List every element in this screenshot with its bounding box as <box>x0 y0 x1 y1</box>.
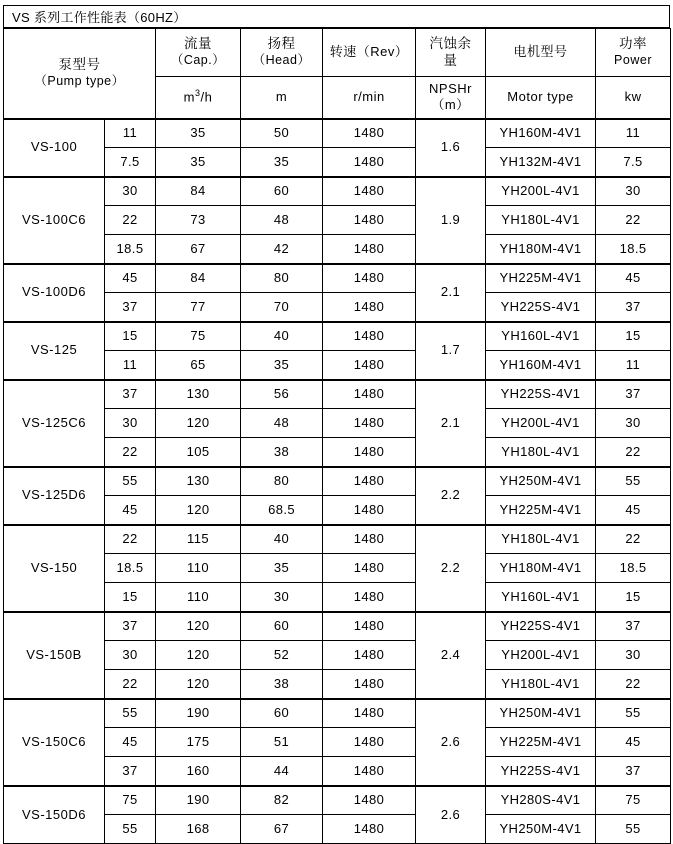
cell-head: 38 <box>241 670 323 699</box>
cell-npshr: 2.2 <box>416 467 486 525</box>
cell-capacity: 190 <box>156 699 241 728</box>
unit-npshr-line2: （m） <box>431 97 470 113</box>
cell-speed: 1480 <box>323 206 416 235</box>
cell-head: 50 <box>241 119 323 148</box>
cell-power: 30 <box>596 177 671 206</box>
cell-head: 42 <box>241 235 323 264</box>
unit-npshr <box>416 77 486 119</box>
cell-npshr: 2.1 <box>416 380 486 467</box>
table-row <box>4 554 671 583</box>
unit-speed: r/min <box>323 77 416 119</box>
cell-speed: 1480 <box>323 496 416 525</box>
cell-capacity: 67 <box>156 235 241 264</box>
cell-motor-type: YH225S-4V1 <box>486 380 596 409</box>
cell-pump-type: VS-100 <box>4 119 105 177</box>
cell-motor-type: YH225S-4V1 <box>486 293 596 322</box>
cell-speed: 1480 <box>323 438 416 467</box>
table-row <box>4 641 671 670</box>
cell-motor-type: YH200L-4V1 <box>486 177 596 206</box>
cell-power-sub: 22 <box>105 670 156 699</box>
unit-head: m <box>241 77 323 119</box>
cell-head: 51 <box>241 728 323 757</box>
cell-speed: 1480 <box>323 119 416 148</box>
cell-power-sub: 45 <box>105 264 156 293</box>
table-row <box>4 496 671 525</box>
cell-capacity: 35 <box>156 148 241 177</box>
cell-motor-type: YH160M-4V1 <box>486 351 596 380</box>
cell-power: 22 <box>596 670 671 699</box>
cell-head: 38 <box>241 438 323 467</box>
cell-head: 44 <box>241 757 323 786</box>
cell-speed: 1480 <box>323 641 416 670</box>
cell-power: 15 <box>596 583 671 612</box>
cell-power: 15 <box>596 322 671 351</box>
cell-power-sub: 30 <box>105 409 156 438</box>
header-head-en: （Head） <box>252 53 311 68</box>
cell-head: 68.5 <box>241 496 323 525</box>
page-title: VS 系列工作性能表（60HZ） <box>12 10 187 25</box>
cell-power: 37 <box>596 293 671 322</box>
cell-capacity: 120 <box>156 409 241 438</box>
cell-head: 56 <box>241 380 323 409</box>
cell-pump-type: VS-100D6 <box>4 264 105 322</box>
table-row <box>4 757 671 786</box>
cell-head: 70 <box>241 293 323 322</box>
cell-power-sub: 45 <box>105 496 156 525</box>
cell-power-sub: 7.5 <box>105 148 156 177</box>
cell-capacity: 130 <box>156 380 241 409</box>
cell-power-sub: 30 <box>105 641 156 670</box>
unit-npshr-line1: NPSHr <box>429 81 472 96</box>
cell-capacity: 75 <box>156 322 241 351</box>
cell-head: 40 <box>241 322 323 351</box>
table-row <box>4 699 671 728</box>
table-row <box>4 235 671 264</box>
cell-speed: 1480 <box>323 235 416 264</box>
cell-capacity: 73 <box>156 206 241 235</box>
cell-motor-type: YH160L-4V1 <box>486 583 596 612</box>
cell-motor-type: YH180L-4V1 <box>486 525 596 554</box>
cell-power: 22 <box>596 206 671 235</box>
cell-motor-type: YH180L-4V1 <box>486 438 596 467</box>
table-row <box>4 786 671 815</box>
cell-power-sub: 55 <box>105 699 156 728</box>
header-row-primary <box>4 29 671 77</box>
header-power <box>596 29 671 77</box>
cell-power: 11 <box>596 119 671 148</box>
table-row <box>4 264 671 293</box>
cell-power-sub: 15 <box>105 322 156 351</box>
cell-npshr: 2.4 <box>416 612 486 699</box>
cell-speed: 1480 <box>323 380 416 409</box>
cell-speed: 1480 <box>323 554 416 583</box>
header-power-cn: 功率 <box>619 36 648 52</box>
cell-power-sub: 45 <box>105 728 156 757</box>
cell-power-sub: 37 <box>105 293 156 322</box>
cell-power-sub: 37 <box>105 612 156 641</box>
cell-speed: 1480 <box>323 322 416 351</box>
cell-power-sub: 18.5 <box>105 554 156 583</box>
cell-motor-type: YH180L-4V1 <box>486 670 596 699</box>
cell-capacity: 77 <box>156 293 241 322</box>
cell-power-sub: 37 <box>105 757 156 786</box>
table-title-bar <box>3 5 670 28</box>
table-row <box>4 293 671 322</box>
cell-capacity: 168 <box>156 815 241 844</box>
table-row <box>4 409 671 438</box>
header-motor-type <box>486 29 596 77</box>
cell-power: 22 <box>596 438 671 467</box>
table-row <box>4 467 671 496</box>
cell-pump-type: VS-125D6 <box>4 467 105 525</box>
cell-head: 80 <box>241 467 323 496</box>
table-row <box>4 177 671 206</box>
cell-capacity: 190 <box>156 786 241 815</box>
cell-capacity: 130 <box>156 467 241 496</box>
cell-power: 55 <box>596 699 671 728</box>
cell-speed: 1480 <box>323 583 416 612</box>
cell-motor-type: YH250M-4V1 <box>486 815 596 844</box>
cell-capacity: 110 <box>156 583 241 612</box>
cell-head: 30 <box>241 583 323 612</box>
cell-power-sub: 37 <box>105 380 156 409</box>
cell-motor-type: YH225S-4V1 <box>486 612 596 641</box>
cell-motor-type: YH280S-4V1 <box>486 786 596 815</box>
cell-power: 45 <box>596 496 671 525</box>
header-power-en: Power <box>614 53 652 68</box>
cell-speed: 1480 <box>323 351 416 380</box>
cell-speed: 1480 <box>323 786 416 815</box>
cell-pump-type: VS-125 <box>4 322 105 380</box>
cell-capacity: 84 <box>156 177 241 206</box>
cell-power-sub: 22 <box>105 438 156 467</box>
cell-power: 37 <box>596 380 671 409</box>
header-pump-type-en: （Pump type） <box>34 73 125 88</box>
cell-power: 75 <box>596 786 671 815</box>
cell-head: 35 <box>241 554 323 583</box>
cell-power: 7.5 <box>596 148 671 177</box>
pump-performance-table <box>3 28 671 844</box>
cell-speed: 1480 <box>323 177 416 206</box>
cell-motor-type: YH200L-4V1 <box>486 409 596 438</box>
cell-speed: 1480 <box>323 612 416 641</box>
cell-power-sub: 22 <box>105 525 156 554</box>
cell-npshr: 2.6 <box>416 786 486 844</box>
table-row <box>4 322 671 351</box>
table-row <box>4 815 671 844</box>
cell-power-sub: 11 <box>105 119 156 148</box>
cell-speed: 1480 <box>323 757 416 786</box>
header-npshr-cn-line2: 量 <box>443 52 458 68</box>
cell-speed: 1480 <box>323 728 416 757</box>
table-row <box>4 351 671 380</box>
cell-head: 60 <box>241 612 323 641</box>
table-row <box>4 525 671 554</box>
cell-head: 67 <box>241 815 323 844</box>
cell-power: 30 <box>596 641 671 670</box>
cell-motor-type: YH180L-4V1 <box>486 206 596 235</box>
header-speed <box>323 29 416 77</box>
cell-speed: 1480 <box>323 148 416 177</box>
cell-speed: 1480 <box>323 815 416 844</box>
header-npshr-cn-line1: 汽蚀余 <box>429 35 472 51</box>
cell-capacity: 115 <box>156 525 241 554</box>
cell-speed: 1480 <box>323 264 416 293</box>
cell-power: 37 <box>596 612 671 641</box>
cell-npshr: 2.1 <box>416 264 486 322</box>
header-head <box>241 29 323 77</box>
cell-power-sub: 15 <box>105 583 156 612</box>
table-row <box>4 438 671 467</box>
cell-speed: 1480 <box>323 670 416 699</box>
cell-power-sub: 22 <box>105 206 156 235</box>
cell-head: 60 <box>241 699 323 728</box>
cell-motor-type: YH225M-4V1 <box>486 264 596 293</box>
cell-power: 45 <box>596 728 671 757</box>
cell-pump-type: VS-100C6 <box>4 177 105 264</box>
cell-pump-type: VS-150 <box>4 525 105 612</box>
cell-capacity: 120 <box>156 670 241 699</box>
cell-pump-type: VS-150D6 <box>4 786 105 844</box>
cell-speed: 1480 <box>323 525 416 554</box>
unit-power: kw <box>596 77 671 119</box>
cell-head: 40 <box>241 525 323 554</box>
cell-speed: 1480 <box>323 699 416 728</box>
cell-capacity: 105 <box>156 438 241 467</box>
cell-power: 37 <box>596 757 671 786</box>
cell-head: 82 <box>241 786 323 815</box>
header-npshr <box>416 29 486 77</box>
cell-capacity: 175 <box>156 728 241 757</box>
cell-npshr: 1.7 <box>416 322 486 380</box>
cell-power: 11 <box>596 351 671 380</box>
header-pump-type-cn: 泵型号 <box>58 57 101 72</box>
cell-npshr: 2.2 <box>416 525 486 612</box>
cell-power: 55 <box>596 815 671 844</box>
cell-capacity: 120 <box>156 641 241 670</box>
cell-capacity: 120 <box>156 496 241 525</box>
table-row <box>4 670 671 699</box>
cell-head: 60 <box>241 177 323 206</box>
unit-capacity-sup: 3 <box>195 88 201 99</box>
cell-motor-type: YH200L-4V1 <box>486 641 596 670</box>
cell-head: 52 <box>241 641 323 670</box>
cell-capacity: 110 <box>156 554 241 583</box>
cell-head: 48 <box>241 206 323 235</box>
cell-power: 18.5 <box>596 554 671 583</box>
cell-capacity: 84 <box>156 264 241 293</box>
table-row <box>4 612 671 641</box>
cell-power-sub: 55 <box>105 467 156 496</box>
cell-motor-type: YH250M-4V1 <box>486 467 596 496</box>
cell-pump-type: VS-150C6 <box>4 699 105 786</box>
cell-motor-type: YH180M-4V1 <box>486 554 596 583</box>
cell-pump-type: VS-150B <box>4 612 105 699</box>
cell-head: 48 <box>241 409 323 438</box>
header-capacity-cn: 流量 <box>184 36 213 52</box>
table-row <box>4 380 671 409</box>
cell-capacity: 160 <box>156 757 241 786</box>
cell-power-sub: 30 <box>105 177 156 206</box>
cell-motor-type: YH225M-4V1 <box>486 728 596 757</box>
cell-pump-type: VS-125C6 <box>4 380 105 467</box>
table-row <box>4 728 671 757</box>
header-capacity <box>156 29 241 77</box>
cell-power: 55 <box>596 467 671 496</box>
unit-motor-type: Motor type <box>486 77 596 119</box>
cell-power-sub: 75 <box>105 786 156 815</box>
cell-power: 30 <box>596 409 671 438</box>
unit-capacity-suffix: /h <box>200 89 213 105</box>
cell-speed: 1480 <box>323 467 416 496</box>
unit-capacity <box>156 77 241 119</box>
cell-capacity: 35 <box>156 119 241 148</box>
table-row <box>4 206 671 235</box>
cell-power-sub: 11 <box>105 351 156 380</box>
cell-motor-type: YH160M-4V1 <box>486 119 596 148</box>
cell-power: 45 <box>596 264 671 293</box>
cell-speed: 1480 <box>323 293 416 322</box>
header-head-cn: 扬程 <box>267 36 296 52</box>
cell-power: 18.5 <box>596 235 671 264</box>
cell-npshr: 1.6 <box>416 119 486 177</box>
table-body <box>4 119 671 844</box>
cell-head: 35 <box>241 351 323 380</box>
cell-power-sub: 18.5 <box>105 235 156 264</box>
header-motor-type-cn: 电机型号 <box>513 44 568 60</box>
header-speed-label: 转速（Rev） <box>329 44 409 60</box>
cell-motor-type: YH132M-4V1 <box>486 148 596 177</box>
cell-power: 22 <box>596 525 671 554</box>
table-header <box>4 29 671 119</box>
cell-head: 80 <box>241 264 323 293</box>
cell-motor-type: YH160L-4V1 <box>486 322 596 351</box>
unit-capacity-prefix: m <box>183 89 195 105</box>
cell-power-sub: 55 <box>105 815 156 844</box>
cell-capacity: 120 <box>156 612 241 641</box>
cell-npshr: 2.6 <box>416 699 486 786</box>
header-capacity-en: （Cap.） <box>170 53 226 68</box>
cell-speed: 1480 <box>323 409 416 438</box>
cell-npshr: 1.9 <box>416 177 486 264</box>
header-pump-type <box>4 29 156 119</box>
table-row <box>4 148 671 177</box>
cell-capacity: 65 <box>156 351 241 380</box>
cell-motor-type: YH250M-4V1 <box>486 699 596 728</box>
table-row <box>4 583 671 612</box>
cell-motor-type: YH180M-4V1 <box>486 235 596 264</box>
cell-motor-type: YH225S-4V1 <box>486 757 596 786</box>
table-row <box>4 119 671 148</box>
cell-head: 35 <box>241 148 323 177</box>
cell-motor-type: YH225M-4V1 <box>486 496 596 525</box>
